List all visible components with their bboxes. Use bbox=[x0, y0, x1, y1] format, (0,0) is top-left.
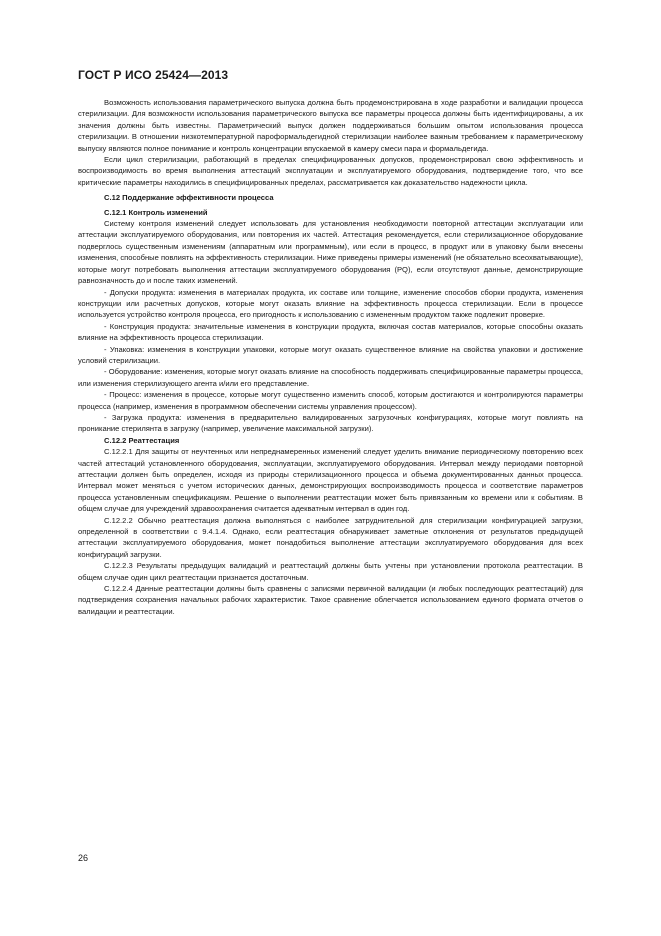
list-item: - Допуски продукта: изменения в материалах продукта, их составе или толщине, изменение способов сборки продукта, изменения конструкции или расчетных допусков, которые могут оказать влияние на эффективность процесса стерилизации. Если в процессе используется устройство контроля процесса, его пригодность к использованию с измененным продуктом также подлежит проверке. bbox=[78, 287, 583, 320]
paragraph: Систему контроля изменений следует использовать для установления необходимости повторной аттестации эксплуатации или аттестации эксплуатируемого оборудования, или повторения их частей. Аттестация рекомендуется, если стерилизационное оборудование подверглось существенным изменениям (аппаратным или программным), или если в процесс, в продукт или в упаковку были внесены изменения, способные повлиять на эффективность стерилизации. Ниже приведены примеры изменений (не обязательно всеохватывающие), которые могут потребовать выполнения аттестации эксплуатируемого оборудования (PQ), если отсутствуют данные, демонстрирующие равнозначность до и после таких изменений. bbox=[78, 219, 583, 286]
paragraph: Если цикл стерилизации, работающий в пределах специфицированных допусков, продемонстрировал свою эффективность и воспроизводимость во время выполнения аттестаций эксплуатации и эксплуатируемого оборудования, подтверждение того, что все критические параметры находились в специфицированных пределах, рассматривается как доказательство надежности цикла. bbox=[78, 155, 583, 187]
paragraph: С.12.2.4 Данные реаттестации должны быть сравнены с записями первичной валидации (и любых последующих реаттестаций) для подтверждения сохранения начальных рабочих характеристик. Такое сравнение облегчается использованием единого формата отчетов о валидации и реаттестации. bbox=[78, 584, 583, 616]
standard-header: ГОСТ Р ИСО 25424—2013 bbox=[78, 68, 229, 82]
paragraph: Возможность использования параметрического выпуска должна быть продемонстрирована в ходе разработки и валидации процесса стерилизации. Для возможности использования параметрического выпуска все параметры процесса должны быть идентифицированы, а их значения должны быть известны. Параметрический выпуск должен поддерживаться большим опытом использования процесса стерилизации. В отношении низкотемпературной пароформальдегидной стерилизации наиболее важным требованием к параметрическому выпуску являются полное понимание и контроль концентрации впускаемой в камеру смеси пара и формальдегида. bbox=[78, 98, 583, 153]
section-heading-c12: С.12 Поддержание эффективности процесса bbox=[104, 193, 274, 203]
body-text bbox=[78, 97, 583, 617]
list-item: - Конструкция продукта: значительные изменения в конструкции продукта, включая состав материалов, которые способны оказать влияние на эффективность процесса стерилизации. bbox=[78, 321, 583, 343]
list-item: - Упаковка: изменения в конструкции упаковки, которые могут оказать существенное влияние на свойства упаковки и достижение условий стерилизации. bbox=[78, 344, 583, 365]
list-item: - Оборудование: изменения, которые могут оказать влияние на способность поддерживать специфицированные параметры процесса, или изменения стерилизующего агента и/или его представление. bbox=[78, 367, 583, 388]
section-heading-c121: С.12.1 Контроль изменений bbox=[104, 207, 208, 217]
list-item: - Процесс: изменения в процессе, которые могут существенно изменить способ, которым достигаются и контролируются параметры процесса (например, изменения в программном обеспечении системы управления процессом). bbox=[78, 390, 583, 411]
paragraph: С.12.2.2 Обычно реаттестация должна выполняться с наиболее затруднительной для стерилизации конфигурацией загрузки, определенной в соответствии с 9.4.1.4. Однако, если реаттестация обнаруживает заметные отклонения от результатов предыдущей аттестации эксплуатируемого оборудования, может понадобиться выполнение аттестации эксплуатируемого оборудования для всех конфигураций загрузки. bbox=[78, 515, 583, 559]
paragraph: С.12.2.1 Для защиты от неучтенных или непреднамеренных изменений следует уделить внимание периодическому повторению всех частей аттестаций установленного оборудования, эксплуатации, эксплуатируемого оборудования. Интервал между периодами повторной аттестации должен быть определен, исходя из природы стерилизационного процесса и объема документированных данных процесса. Интервал может меняться с учетом исторических данных, демонстрирующих воспроизводимость процесса и соответствие параметров процесса установленным спецификациям. Решение о выполнении реаттестации может быть привязанным ко времени или к событиям. В общем случае для учреждений здравоохранения считается адекватным интервал в один год. bbox=[78, 447, 583, 514]
section-heading-c122: С.12.2 Реаттестация bbox=[104, 435, 180, 445]
paragraph: С.12.2.3 Результаты предыдущих валидаций и реаттестаций должны быть учтены при установлении протокола реаттестации. В общем случае один цикл реаттестации признается достаточным. bbox=[78, 561, 583, 582]
list-item: - Загрузка продукта: изменения в предварительно валидированных загрузочных конфигурациях, которые могут повлиять на проникание стерилянта в загрузку (например, увеличение максимальной загрузки). bbox=[78, 412, 583, 434]
page-number: 26 bbox=[78, 853, 89, 863]
